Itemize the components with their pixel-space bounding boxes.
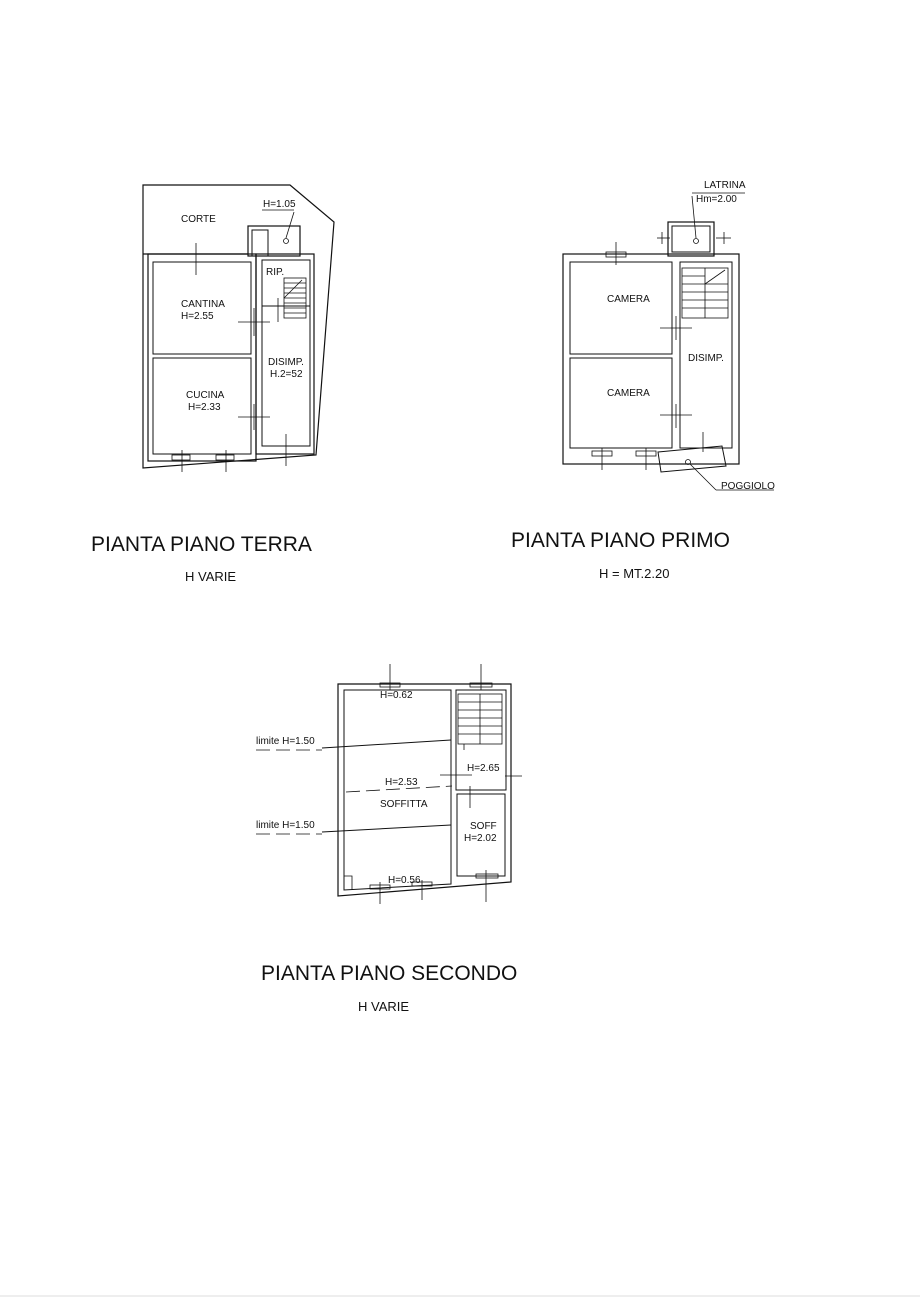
h265-label: H=2.65 [467,763,500,774]
limite2-label: limite H=1.50 [256,820,315,831]
cantina-height-label: H=2.55 [181,311,214,322]
h056-label: H=0.56 [388,875,421,886]
disimp-height-label: H.2=52 [270,369,303,380]
limite2-line [322,825,451,832]
first-floor-title: PIANTA PIANO PRIMO [511,529,730,552]
cucina-height-label: H=2.33 [188,402,221,413]
ground-floor-plan [91,185,334,584]
ground-outer-wall [143,185,334,468]
soffitta-label: SOFFITTA [380,799,428,810]
latrina-room [672,226,710,252]
second-floor-plan [256,664,522,1014]
h062-label: H=0.62 [380,690,413,701]
soffitta-corner-notch [344,876,352,890]
first-floor-plan [511,180,775,581]
second-floor-subtitle: H VARIE [358,999,410,1014]
ground-annex-inner [252,230,268,256]
latrina-label: LATRINA [704,180,746,191]
camera1-room [570,262,672,354]
h253-label: H=2.53 [385,777,418,788]
latrina-height-label: Hm=2.00 [696,194,737,205]
ground-stairs [284,278,306,318]
soff-label: SOFF [470,821,497,832]
poggiolo-balcony [658,446,726,472]
latrina-annex [668,222,714,256]
cantina-label: CANTINA [181,299,225,310]
disimp-strip [256,254,314,454]
camera2-label: CAMERA [607,388,650,399]
cucina-label: CUCINA [186,390,225,401]
ground-floor-title: PIANTA PIANO TERRA [91,533,312,556]
poggiolo-label: POGGIOLO [721,481,775,492]
first-floor-subtitle: H = MT.2.20 [599,566,670,581]
soff-height-label: H=2.02 [464,833,497,844]
camera2-room [570,358,672,448]
rip-label: RIP. [266,267,285,278]
limite1-label: limite H=1.50 [256,736,315,747]
ground-annex-fixture [284,239,289,244]
h105-label: H=1.05 [263,199,296,210]
camera1-label: CAMERA [607,294,650,305]
first-stairs [682,268,728,318]
corte-label: CORTE [181,214,216,225]
second-floor-title: PIANTA PIANO SECONDO [261,962,518,985]
second-stairs [458,694,502,750]
limite1-line [322,740,451,748]
latrina-fixture [694,239,699,244]
disimp-label: DISIMP. [268,357,304,368]
soffitta-room [344,690,451,890]
ground-floor-subtitle: H VARIE [185,569,237,584]
h105-leader [286,212,294,238]
first-disimp-label: DISIMP. [688,353,724,364]
